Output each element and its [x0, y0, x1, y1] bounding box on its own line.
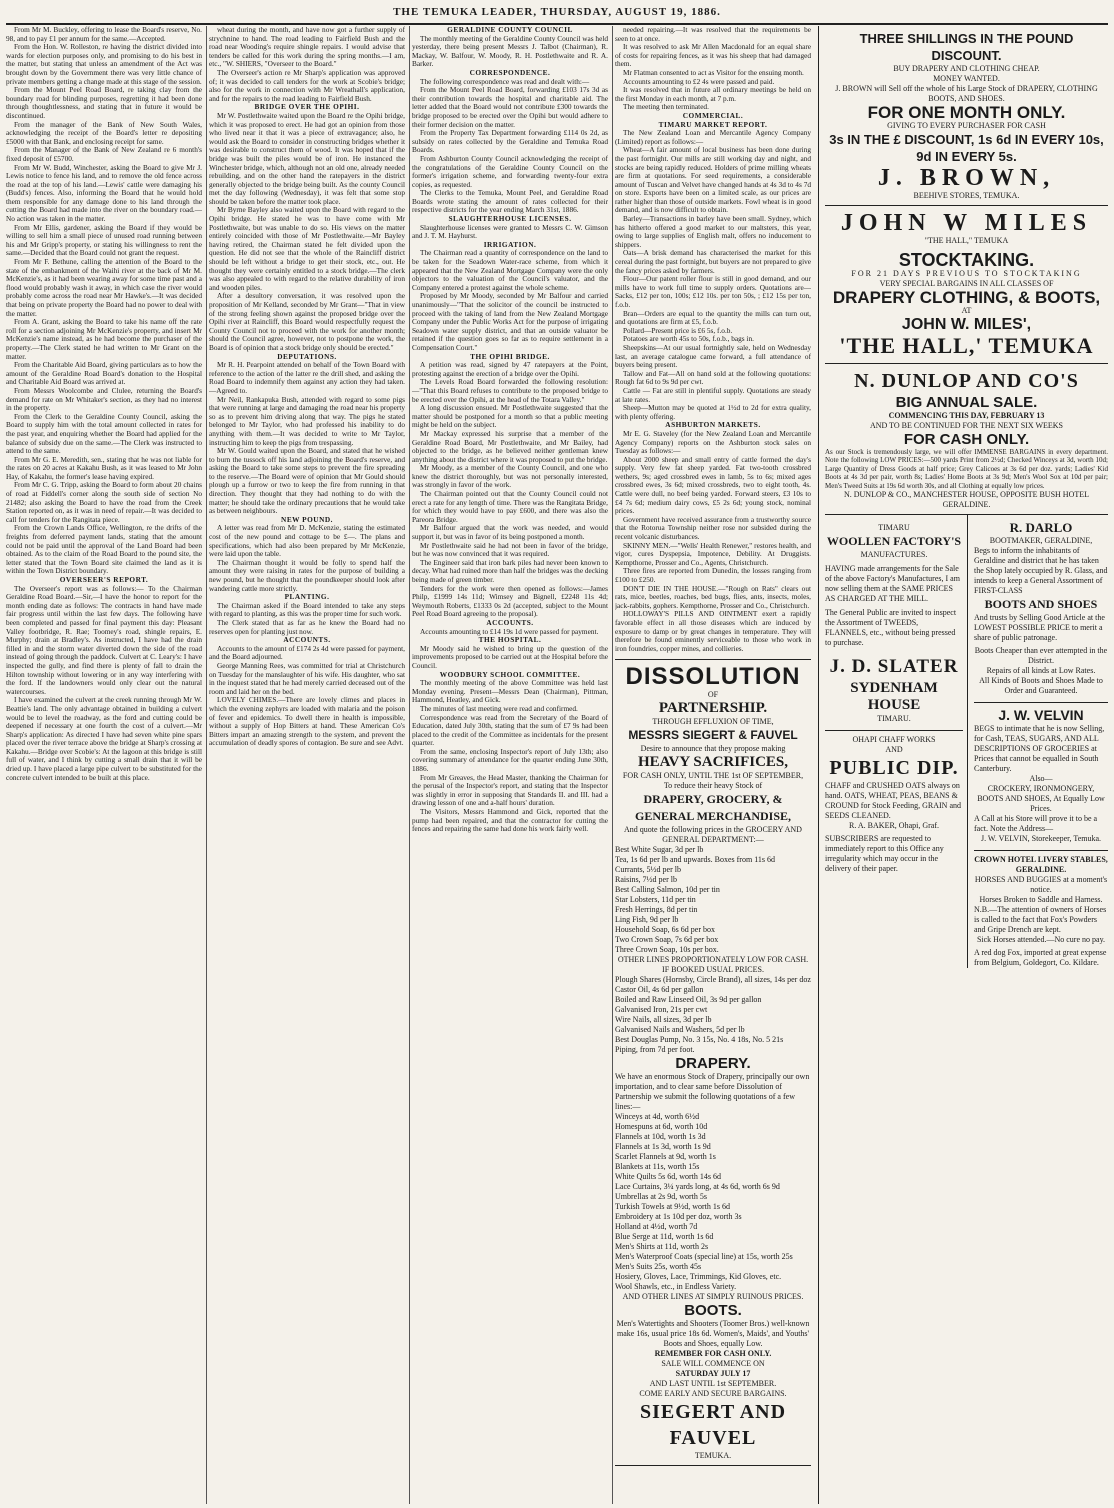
article-paragraph: The New Zealand Loan and Mercantile Agency Company (Limited) report as follows:—: [615, 128, 811, 146]
ad-text: Boots Cheaper than ever attempted in the District.: [974, 646, 1108, 666]
list-item: Plough Shares (Hornsby, Circle Brand), all sizes, 14s per doz: [615, 975, 811, 985]
ad-text: BEGS to intimate that he is now Selling, for Cash, TEAS, SUGARS, AND ALL DESCRIPTIONS OF GROCERIES at Prices that cannot be equalled in South Canterbury.: [974, 724, 1105, 774]
ad-text: N.B.—The attention of owners of Horses is called to the fact that Fox's Powders and Gripe Drench are kept.: [974, 905, 1107, 935]
article-paragraph: LOVELY CHIMES.—There are lovely climes and places in which the evening zephyrs are loaded with malaria and the poison of fever and epidemics. To dwell there in health is impossible, without a supply of Hop Bitters at hand. These American Co's Bitters impart an amazing strength to the system, and prevent the accumulation of deadly spores of contagion. Be sure and see Advt.: [209, 695, 405, 748]
section-heading: THE HOSPITAL.: [478, 635, 542, 645]
brown-name: J. BROWN,: [877, 165, 1056, 191]
list-item: Wire Nails, all sizes, 3d per lb: [615, 1015, 712, 1025]
article-paragraph: From Mr M. Buckley, offering to lease the Board's reserve, No. 98, and to pay £1 per annum for the same.—Accepted.: [6, 26, 202, 43]
article-paragraph: From the manager of the Bank of New South Wales, acknowledging the receipt of the Board's letter re depositing £5000 with that Bank, and enclosing receipt for same.: [6, 119, 202, 146]
section-heading: IRRIGATION.: [483, 239, 537, 249]
ad-text: HORSES AND BUGGIES at a moment's notice.: [974, 875, 1108, 895]
ad-text: TIMARU: [878, 523, 910, 533]
ad-text: OTHER LINES PROPORTIONATELY LOW FOR CASH.: [617, 955, 809, 965]
ad-heading: HEAVY SACRIFICES,: [637, 754, 789, 771]
list-item: Umbrellas at 2s 9d, worth 5s: [615, 1192, 707, 1202]
article-paragraph: The Chairman asked if the Board intended to take any steps with regard to planting, as this was the proper time for such work.: [209, 600, 405, 619]
list-item: Galvanised Nails and Washers, 5d per lb: [615, 1025, 745, 1035]
list-item: Men's Waterproof Coats (special line) at 15s, worth 25s: [615, 1252, 793, 1262]
ad-heading: COMMENCING THIS DAY, FEBRUARY 13: [888, 411, 1045, 420]
article-paragraph: Pollard—Present price is £6 5s, f.o.b.: [623, 325, 733, 335]
section-heading: WOODBURY SCHOOL COMMITTEE.: [439, 669, 581, 679]
article-paragraph: Mr Balfour argued that the work was needed, and would support it, but was in favor of its being postponed a month.: [412, 523, 608, 542]
article-paragraph: SKINNY MEN.—"Wells' Health Renewer," restores health, and vigor, cures Dyspepsia, Impotence, Debility. At Druggists. Kempthorne, Prosser and Co., Agents, Christchurch.: [615, 540, 811, 567]
article-paragraph: Sheep—Mutton may be quoted at 1½d to 2d for extra quality, with plenty offering.: [615, 403, 811, 421]
article-paragraph: About 2000 sheep and small entry of cattle formed the day's supply. Very few fat sheep yarded. Fat two-tooth crossbred wethers, 9s; aged crossbred ewes in lamb, 5s to 6s; mixed ages crossbred ewes, 3s 6d; mixed crossbreds, two to eight tooth, 4s. Cattle were dull, no beef being yarded. Forward steers, £3 10s to £4 7s 6d; medium dairy cows, £5 2s 6d; young stock, nominal prices.: [615, 454, 811, 516]
article-paragraph: Mr Moody, as a member of the County Council, and one who knew the district thoroughly, but was not personally interested, was strongly in favor of the work.: [412, 463, 608, 490]
dunlop-ad: [825, 364, 1108, 515]
list-item: Piping, from 7d per foot.: [615, 1045, 695, 1055]
list-item: Flannels at 1s 3d, worth 1s 9d: [615, 1142, 711, 1152]
article-paragraph: The Overseer's action re Mr Sharp's application was approved of; it was decided to call tenders for the work at Scobie's bridge; also for the work in connection with Mr Wreathall's application, and for the repairs to the road leading to Fairfield Bush.: [209, 67, 405, 103]
list-item: Raisins, 7½d per lb: [615, 875, 677, 885]
ad-text: VERY SPECIAL BARGAINS IN ALL CLASSES OF: [879, 279, 1054, 288]
section-heading: PLANTING.: [284, 592, 330, 602]
list-item: Embroidery at 1s 10d per doz, worth 3s: [615, 1212, 742, 1222]
article-paragraph: The Clerk stated that as far as he knew the Board had no reserves open for planting just now.: [209, 617, 405, 636]
ad-text: COME EARLY AND SECURE BARGAINS.: [639, 1389, 787, 1399]
drapery-list: [615, 1112, 811, 1292]
article-paragraph: From Mr G. E. Meredith, sen., stating that he was not liable for the rates on 20 acres at Kakahu Bush, as it was leased to Mr John Hay, of Kakahu, the former's lease having expired.: [6, 454, 202, 481]
list-item: Galvanised Iron, 21s per cwt: [615, 1005, 708, 1015]
right-ad-stack: [974, 515, 1108, 968]
article-paragraph: From Mr F. Bethune, calling the attention of the Board to the state of the embankment of the Waihi river at the back of Mr M. McKenzie's, as it had been wearing away for some time past and a flood would probably wash it away, in which case the river would probably come across the road near Mr Hawke's.—It was decided that being on private property the Board had no power to deal with the matter.: [6, 257, 202, 318]
dunlop-name: N. DUNLOP AND CO'S: [854, 370, 1079, 392]
ad-text: TIMARU.: [877, 714, 911, 724]
article-paragraph: A long discussion ensued. Mr Postlethwaite suggested that the matter should be postponed for a month so that a public meeting might be held on the subject.: [412, 403, 608, 430]
list-item: Blankets at 11s, worth 15s: [615, 1162, 700, 1172]
ad-heading: 'THE HALL,' TEMUKA: [839, 333, 1094, 358]
article-paragraph: Mr W. Gould waited upon the Board, and stated that he wished to burn the tussock off his land adjoining the Board's reserve, and asking the Board to take some steps to prevent the fire spreading to the reserve.—The Board were of opinion that Mr Gould should plough up a furrow or two to keep the fire from running in that direction. They thought that they had nothing to do with the matter; he should take the ordinary precautions that he would take as between neighbours.: [209, 446, 405, 516]
article-paragraph: After a desultory conversation, it was resolved upon the proposition of Mr Kelland, seconded by Mr Grant—"That in view of the strong feeling shown against the proposed bridge over the Opihi river at Raincliff, this Board would respectfully request the County Council not to proceed with the work for another month; should the Council agree, however, not to postpone the work, the Board is of opinion that a stock bridge only should be erected.": [209, 291, 405, 352]
list-item: Currants, 5½d per lb: [615, 865, 681, 875]
article-paragraph: A letter was read from Mr D. McKenzie, stating the estimated cost of the new pound and cottage to be £—. The plans and specifications, which had also been prepared by Mr McKenzie, were laid upon the table.: [209, 523, 405, 559]
article-paragraph: It was resolved that in future all ordinary meetings be held on the first Monday in each month, at 7 p.m.: [615, 85, 811, 103]
ad-text: SUBSCRIBERS are requested to immediately report to this Office any irregularity which may occur in the delivery of their paper.: [825, 834, 944, 874]
article-paragraph: I have examined the culvert at the creek running through Mr W. Beattie's land. The only advantage obtained in building a culvert would be to level the roadway, as the ford and cutting could be deepened if necessary at one fourth the cost of a culvert.—Mr Sharp's application: As directed I have had seven white pine spars placed over the river terrace above the bridge at Sharp's crossing at Kakahu.—Bridge over Scobie's: At the lagoon at this bridge is still full of water, and I think by cutting a small drain that it will be dried up. I have placed a large pipe culvert to be substituted for the concrete culvert intended to be built at this place.: [6, 695, 202, 782]
ad-heading: BOOTS AND SHOES: [984, 597, 1098, 612]
article-paragraph: Mr Neil, Rankapuka Bush, attended with regard to some pigs that were running at large and damaging the road near his property so as to prevent him driving along that way. The pigs he stated belonged to Mr Taylor, who had professed his inability to do anything with them.—It was decided to write to Mr Taylor, instructing him to keep the pigs from trespassing.: [209, 394, 405, 447]
article-paragraph: From the Mount Peel Road Board, forwarding £103 17s 3d as their contribution towards the hospital and charitable aid. The letter added that the Board would not contribute £300 towards the bridge proposed to be erected over the Opihi but would adhere to their former decision on the matter.: [412, 85, 608, 129]
list-item: Men's Suits 25s, worth 45s: [615, 1262, 702, 1272]
ad-heading: SYDENHAM HOUSE: [850, 680, 938, 714]
ad-text: CROCKERY, IRONMONGERY, BOOTS AND SHOES, At Equally Low Prices.: [977, 784, 1105, 814]
list-item: Men's Shirts at 11d, worth 2s: [615, 1242, 709, 1252]
article-paragraph: wheat during the month, and have now got a further supply of strychnine to hand. The road leading to Fairfield Bush and the road near Wooding's require shingle repairs. I would advise that tenders be called for this work during the spring months.—I am, etc., "W. SHIERS, "Overseer to the Board.": [209, 26, 405, 69]
article-paragraph: The minutes of last meeting were read and confirmed.: [420, 703, 578, 713]
ad-text: GIVING TO EVERY PURCHASER FOR CASH: [887, 121, 1046, 130]
article-paragraph: Tenders for the work were then opened as follows:—James Philp, £1999 14s 11d; Wimsey and Bignell, £2248 11s 4d; Weymouth Roberts, £1333 0s 2d (accepted, subject to the Mount Peel Road Board agreeing to the proposal).: [412, 583, 608, 619]
ad-text: TEMUKA.: [694, 1451, 732, 1461]
ad-text: R. A. BAKER, Ohapi, Graf.: [849, 821, 939, 831]
column-1: [6, 26, 202, 1504]
ad-text: We have an enormous Stock of Drapery, principally our own importation, and to clear same before Dissolution of Partnership we submit the following quotations of a few lines:—: [615, 1072, 810, 1112]
list-item: Flannels at 10d, worth 1s 3d: [615, 1132, 706, 1142]
article-paragraph: From Messrs Woolcombe and Clulee, returning the Board's demand for rate on Mr Whitaker's section, as they had no interest in the property.: [6, 385, 202, 413]
section-heading: THE OPIHI BRIDGE.: [470, 351, 550, 361]
article-paragraph: Oats—A brisk demand has characterised the market for this cereal during the past fortnight, but buyers are not prepared to give the fancy prices asked by farmers.: [615, 248, 811, 275]
article-paragraph: needed repairing.—It was resolved that the requirements be seen to at once.: [615, 26, 811, 43]
article-paragraph: It was resolved to ask Mr Allen Macdonald for an equal share of costs for repairing fences, as it was his sheep that had damaged them.: [615, 42, 811, 69]
section-heading: SLAUGHTERHOUSE LICENSES.: [448, 214, 572, 224]
brown-ad: [825, 26, 1108, 206]
ad-text: CHAFF and CRUSHED OATS always on hand. OATS, WHEAT, PEAS, BEANS & CROUND for Stock Feeding, GRAIN and SEEDS CLEANED.: [825, 781, 961, 821]
article-paragraph: From the Mount Peel Road Board, re taking clay from the boundary road for blinding purposes, regretting it had been done through thoughtlessness, and stating that in future it would be discontinued.: [6, 85, 202, 120]
ad-text: Also—: [1029, 774, 1053, 784]
article-paragraph: Mr Flatman consented to act as Visitor for the ensuing month.: [623, 67, 804, 77]
article-paragraph: Correspondence was read from the Secretary of the Board of Education, dated July 30th, stating that the sum of £7 9s had been placed to the credit of the Committee as incidentals for the present quarter.: [412, 712, 608, 748]
article-paragraph: From the Crown Lands Office, Wellington, re the drifts of the freights from deferred payment lands, stating that the amount could not be paid until the approval of the Land Board had been obtained. As to the claim of the Road Board to the pound site, the letter stated that the Town Board site claimed the land as it is within the Town District boundary.: [6, 523, 202, 576]
article-paragraph: Mr R. H. Pearpoint attended on behalf of the Town Board with reference to the action of the latter re the drill shed, and asking the Road Board to indemnify them against any action they had taken.—Agreed to.: [209, 360, 405, 395]
article-paragraph: The monthly meeting of the above Committee was held last Monday evening. Present—Messrs Dean (Chairman), Pittman, Hammond, Heatley, and Gick.: [412, 678, 608, 705]
ad-heading: DRAPERY CLOTHING, & BOOTS,: [832, 288, 1101, 307]
article-paragraph: The Clerks to the Temuka, Mount Peel, and Geraldine Road Boards wrote stating the amount of rates collected for their respective districts for the year ending March 31st, 1886.: [412, 188, 608, 215]
article-paragraph: Cattle — Fat are still in plentiful supply. Quotations are steady at late rates.: [615, 385, 811, 404]
section-heading: CORRESPONDENCE.: [469, 67, 551, 77]
columns: [6, 26, 1108, 1504]
ad-text: OF: [707, 690, 719, 700]
ad-text: AND: [885, 745, 903, 755]
article-paragraph: The Chairman read a quantity of correspondence on the land to be taken for the Seadown Water-race scheme, from which it appeared that the New Zealand Mortgage Company were the only objectors to the valuation of the Council's valuator, and the Company entered a protest against the whole scheme.: [412, 248, 608, 292]
ad-heading: STOCKTAKING.: [898, 250, 1035, 270]
article-paragraph: Mr Byrne Bayley also waited upon the Board with regard to the Opihi bridge. He stated he was to have come with Mr Postlethwaite, but was unable to do so. His views on the matter entirely coincided with those of Mr Postlethwaite.—Mr Bayley having retired, the Chairman stated he felt divided upon the question. He did not see that the whole of the Raincliff district should be left without a bridge to get their stock, etc., out. He thought they were certainly entitled to a stock bridge.—The clerk was also appealed to with regard to the relative durability of iron and wooden piles.: [209, 205, 405, 292]
left-ad-stack: [825, 515, 968, 968]
column-rule: [409, 26, 410, 1504]
ad-text: Horses Broken to Saddle and Harness.: [979, 895, 1103, 905]
slater-name: J. D. SLATER: [829, 656, 959, 678]
article-paragraph: Mr Postlethwaite said he had not been in favor of the bridge, but he was now convinced that it was required.: [412, 540, 608, 559]
article-paragraph: A petition was read, signed by 47 ratepayers at the Point, protesting against the erection of a bridge over the Opihi.: [412, 360, 608, 378]
ad-heading: BIG ANNUAL SALE.: [895, 394, 1038, 411]
ad-heading: 3s IN THE £ DISCOUNT, 1s 6d IN EVERY 10s, 9d IN EVERY 5s.: [829, 132, 1104, 164]
ad-heading: DRAPERY, GROCERY, & GENERAL MERCHANDISE,: [634, 792, 792, 824]
section-heading: ACCOUNTS.: [486, 617, 534, 627]
article-paragraph: From Mr W. Budd, Winchester, asking the Board to give Mr J. Lewis notice to fence his land, and to remove the old fence across the road at the top of his land.—Lewis' cattle were damaging his (Budd's) fences. Also, informing the Board that he would hold them responsible for any damage done to his land through the cutting the Board had made into the river on the boundary road.—No action was taken in the matter.: [6, 162, 202, 224]
ad-text: And trusts by Selling Good Article at the LOWEST POSSIBLE PRICE to merit a share of public patronage.: [974, 613, 1105, 643]
ad-text: N. DUNLOP & CO., MANCHESTER HOUSE, OPPOSITE BUSH HOTEL GERALDINE.: [843, 490, 1090, 510]
velvin-name: J. W. VELVIN: [974, 702, 1108, 724]
list-item: Hosiery, Gloves, Lace, Trimmings, Kid Gloves, etc.: [615, 1272, 782, 1282]
article-paragraph: From the same, enclosing Inspector's report of July 13th; also covering summary of attendance for the quarter ending June 30th, 1886.: [412, 746, 608, 774]
ad-heading: WOOLLEN FACTORY'S: [826, 534, 962, 549]
ad-text: BUY DRAPERY AND CLOTHING CHEAP.: [893, 64, 1040, 73]
article-paragraph: The Engineer said that iron bark piles had never been known to decay. What had ruined more than half the bridges was the decking being made of green timber.: [412, 557, 608, 584]
ad-text: THROUGH EFFLUXION OF TIME,: [652, 717, 774, 727]
article-paragraph: HOLLOWAY'S PILLS AND OINTMENT exert a rapidly favorable effect in all those diseases which are induced by exposure to damp or by great changes in temperature. They will therefore be found eminently serviceable to those who work in iron foundries, copper mines, and collieries.: [615, 609, 811, 653]
article-paragraph: The following correspondence was read and dealt with:—: [420, 76, 590, 86]
article-paragraph: The Chairman pointed out that the County Council could not erect a rate for any length of time. There was the Rangitata Bridge, for which they would have to pay £600, and there was also the Pareora Bridge.: [412, 489, 608, 524]
ad-text: BOOTMAKER, GERALDINE,: [989, 536, 1093, 546]
ohapi-ad: [825, 730, 963, 874]
ad-text: All Kinds of Boots and Shoes Made to Order and Guaranteed.: [979, 676, 1103, 696]
ad-text: HAVING made arrangements for the Sale of the above Factory's Manufactures, I am now selling them at the SAME PRICES AS CHARGED AT THE MILL.: [825, 564, 960, 604]
ad-text: Repairs of all kinds at Low Rates.: [986, 666, 1096, 676]
section-heading: ACCOUNTS.: [283, 635, 331, 645]
ad-text: Begs to inform the inhabitants of Geraldine and district that he has taken the Shop lately occupied by R. Glass, and intends to keep a General Assortment of FIRST-CLASS: [974, 546, 1108, 596]
list-item: White Quilts 5s 6d, worth 14s 6d: [615, 1172, 721, 1182]
ad-text: AND OTHER LINES AT SIMPLY RUINOUS PRICES.: [622, 1292, 804, 1302]
article-paragraph: From the Charitable Aid Board, giving particulars as to how the amount of the Geraldine Road Board's donation to the Hospital and Charitable Aid Board was arrived at.: [6, 360, 202, 387]
ad-text: A Call at his Store will prove it to be a fact. Note the Address—: [974, 814, 1098, 834]
miles-ad: [825, 206, 1108, 364]
price-list: [615, 845, 811, 955]
list-item: Winceys at 4d, worth 6½d: [615, 1112, 700, 1122]
ad-text: A red dog Fox, imported at great expense from Belgium, Goldegort, Co. Kildare.: [974, 948, 1107, 968]
partnership-heading: PARTNERSHIP.: [658, 700, 768, 717]
darlo-name: R. DARLO: [1009, 520, 1073, 536]
column-2: [209, 26, 405, 1504]
list-item: Best Calling Salmon, 10d per tin: [615, 885, 720, 895]
ad-text: "THE HALL," TEMUKA: [924, 236, 1009, 245]
article-paragraph: Mr W. Postlethwaite waited upon the Board re the Opihi bridge, which it was proposed to erect. He had got an opinion from those who lived near it that it was a piece of extravagance; also, he would ask the Board to consider in constructing bridges whether it was desirable to construct them of wood. It was hoped that if the bridge was built the piles would be of iron. He instanced the Winchester bridge, which, although not an old one, already needed rebuilding, and on the other hand the ratepayers in the district generally objected to the bridge being built. As the county Council met the day following (Wednesday), it was felt that some stop should be taken before the matter took place.: [209, 110, 405, 206]
ad-text: AT: [961, 306, 972, 315]
drapery-heading: DRAPERY.: [675, 1055, 751, 1073]
article-paragraph: George Manning Rees, was committed for trial at Christchurch on Tuesday for the manslaughter of his wife. His daughter, who sat in the inquest stated that he had merely carried deceased out of the room and laid her on the bed.: [209, 660, 405, 696]
ad-text: OHAPI CHAFF WORKS: [852, 735, 936, 745]
article-paragraph: The meeting then terminated.: [623, 102, 709, 112]
list-item: Star Lobsters, 11d per tin: [615, 895, 696, 905]
ad-text: MONEY WANTED.: [933, 74, 1000, 83]
section-heading: NEW POUND.: [281, 514, 333, 524]
ad-text: BEEHIVE STORES, TEMUKA.: [913, 191, 1020, 200]
list-item: Turkish Towels at 9½d, worth 1s 6d: [615, 1202, 731, 1212]
ad-text: MANUFACTURES.: [860, 550, 928, 560]
masthead: THE TEMUKA LEADER, THURSDAY, AUGUST 19, 1886.: [6, 6, 1108, 25]
article-paragraph: Mr E. G. Staveley (for the New Zealand Loan and Mercantile Agency Company) reports on the Ashburton stock sales on Tuesday as follows:—: [615, 428, 811, 456]
ad-heading: FOR ONE MONTH ONLY.: [867, 103, 1066, 122]
list-item: Ling Fish, 9d per lb: [615, 915, 679, 925]
ad-heading: THREE SHILLINGS IN THE POUND DISCOUNT.: [859, 31, 1074, 63]
ad-text: To reduce their heavy Stock of: [663, 781, 763, 791]
ad-text: SALE WILL COMMENCE ON: [661, 1359, 765, 1369]
column-5: [818, 26, 1108, 1504]
section-heading: DEPUTATIONS.: [277, 351, 337, 361]
article-paragraph: Mr Mackay expressed his surprise that a member of the Geraldine Road Board, Mr Postlethwaite, and Mr Bailey, had objected to the bridge, as he believed neither gentleman knew anything about the district where it was proposed to put the bridge.: [412, 428, 608, 464]
ad-text: And quote the following prices in the GROCERY AND GENERAL DEPARTMENT:—: [624, 825, 802, 845]
list-item: Homespuns at 6d, worth 10d: [615, 1122, 708, 1132]
section-heading: OVERSEER'S REPORT.: [59, 575, 149, 584]
ad-heading: PUBLIC DIP.: [829, 757, 959, 780]
article-paragraph: The Overseer's report was as follows:— To the Chairman Geraldine Road Board.—Sir,—I have the honor to report for the month ending date as follows: The contracts in hand have made fair progress until within the last few days. The following have been completed and passed for final payment this day: Pleasant Valley footbridge, R. Rae; Toomey's road, shingle repairs, E. Murphy; drain at Bradley's. As instructed, I have had the drain filled in and the storm water diverted down the side of the road instead of going through the paddock. Culvert at C. Leary's: I have inspected the gully, and find there is plenty of fall to drain the Hilton township without lowering or in any way interfering with the ford. If the landowners would only clear out the natural watercourses.: [6, 583, 202, 696]
list-item: Boiled and Raw Linseed Oil, 3s 9d per gallon: [615, 995, 762, 1005]
article-paragraph: Three fires are reported from Dunedin, the losses ranging from £100 to £250.: [615, 566, 811, 584]
article-paragraph: From the Property Tax Department forwarding £114 0s 2d, as subsidy on rates collected by the Geraldine and Temuka Road Boards.: [412, 128, 608, 155]
article-paragraph: Bran—Orders are equal to the quantity the mills can turn out, and quotations are firm at £5, f.o.b.: [615, 308, 811, 327]
article-paragraph: Accounts amounting to £2 4s were passed and paid.: [623, 76, 775, 86]
article-paragraph: Slaughterhouse licenses were granted to Messrs C. W. Gimson and J. T. M. Hayhurst.: [412, 222, 608, 241]
article-paragraph: From the Hon. W. Rolleston, re having the district divided into wards for election purposes only, and promising to do his best in the matter, but stating that unless an amendment of the Act was brought down by the Government there was very little chance of private members getting a change made at this stage of the session.: [6, 42, 202, 86]
section-heading: TIMARU MARKET REPORT.: [658, 119, 768, 129]
list-item: Three Crown Soap, 10s per box.: [615, 945, 719, 955]
ad-heading: CROWN HOTEL LIVERY STABLES, GERALDINE.: [974, 850, 1108, 875]
article-paragraph: From the Clerk to the Geraldine County Council, asking the Board to supply him with the total amount collected in rates for the past year, and enquiring whether the Board had applied for the balance of subsidy due on the same.—The Clerk was instructed to attend to the same.: [6, 411, 202, 456]
column-rule: [612, 26, 613, 1504]
column-3: [412, 26, 608, 1504]
section-heading: COMMERCIAL.: [682, 110, 744, 120]
article-paragraph: Government have received assurance from a trustworthy source that the Rotorua Township neither rose nor subsided during the recent volcanic disturbances.: [615, 514, 811, 542]
article-paragraph: Proposed by Mr Moody, seconded by Mr Balfour and carried unanimously—"That the solicitor of the council be instructed to proceed with the taking of land from the New Zealand Mortgage Company under the Public Works Act for the purpose of irrigating Seadown water supply district, and that an outside valuator be retained if the question goes so far as to require settlement in a Compensation Court.": [412, 291, 608, 352]
list-item: Tea, 1s 6d per lb and upwards. Boxes from 11s 6d: [615, 855, 776, 865]
list-item: Wool Shawls, etc., in Endless Variety.: [615, 1282, 737, 1292]
list-item: Best White Sugar, 3d per lb: [615, 845, 704, 855]
article-paragraph: The Chairman thought it would be folly to spend half the amount they were raising in rates for the purpose of building a new pound, but he thought that the poundkeeper should look after wandering cattle more strictly.: [209, 557, 405, 593]
list-item: Household Soap, 6s 6d per box: [615, 925, 715, 935]
article-paragraph: Wheat—A fair amount of local business has been done during the past fortnight. Our mills are still working day and night, and stocks are being rapidly reduced. Holders of prime milling wheats are firm at quotations. For seed requirements, a considerable amount of Tuscan and Velvet have changed hands at 4s 3d to 4s 7d on store. Exports have been on a limited scale, as our prices are rather higher than those of outside markets. Fowl wheat is in good demand, and is now difficult to obtain.: [615, 145, 811, 215]
article-paragraph: The Levels Road Board forwarded the following resolution:—"That this Board refuses to contribute to the proposed bridge to be erected over the Opihi, at the head of the Totara Valley.": [412, 377, 608, 404]
ad-text: AND LAST UNTIL 1st SEPTEMBER.: [649, 1379, 777, 1389]
article-paragraph: Accounts amounting to £14 19s 1d were passed for payment.: [420, 626, 599, 636]
article-paragraph: Sheepskins—At our usual fortnightly sale, held on Wednesday last, an average catalogue came forward, a full attendance of buyers being present.: [615, 342, 811, 370]
article-paragraph: The monthly meeting of the Geraldine County Council was held yesterday, there being present Messrs J. Talbot (Chairman), R. Mackay, W. Balfour, W. Moody, R. H. Postlethwaite and R. A. Barker.: [412, 33, 608, 69]
ad-text: FOR 21 DAYS PREVIOUS TO STOCKTAKING: [851, 269, 1082, 278]
article-paragraph: The Visitors, Messrs Hammond and Gick, reported that the pump had been repaired, and that the contractor for cutting the fences and repairing the same had done his work fairly well.: [412, 807, 608, 834]
ad-text: As our Stock is tremendously large, we will offer IMMENSE BARGAINS in every department. Note the following LOW PRICES:—500 yards Print from 2½d; Checked Winceys at 3d, worth 10d; Large Quantity of Dress Goods at half price; Grey Calicoes at 3s 6d per doz. yards; Ladies' Kid Boots at 4s 3d per pair, worth 8s; Ladies' Home Boots at 3s 9d; Men's Wool Sox at 10d per pair; Men's Tweed Suits at 19s 6d worth 30s, and all Clothing at equally low prices.: [825, 448, 1108, 490]
column-4: [615, 26, 811, 1504]
ad-text: AND TO BE CONTINUED FOR THE NEXT SIX WEEKS: [869, 421, 1064, 430]
article-paragraph: Flour—Our patent roller flour is still in good demand, and our mills have to work full time to supply orders. Quotations are—Sacks, £12 per ton, 100s; £12 10s. per ton 50s, ; £12 15s per ton, f.o.b.: [615, 274, 811, 309]
ad-heading: FOR CASH ONLY.: [903, 431, 1030, 448]
hardware-list: [615, 975, 811, 1055]
article-paragraph: From the Manager of the Bank of New Zealand re 6 month's fixed deposit of £5700.: [6, 145, 202, 163]
list-item: Fresh Herrings, 8d per tin: [615, 905, 698, 915]
siegert-fauvel-ad: [615, 659, 811, 1466]
ad-heading: JOHN W. MILES',: [901, 316, 1032, 333]
section-heading: GERALDINE COUNTY COUNCIL: [447, 26, 573, 34]
article-paragraph: From Mr C. G. Tripp, asking the Board to form about 20 chains of road at Fiddell's corner along the south side of section No 21482; also asking the Board to have the road from the Creek Station reported on, as it was in need of repair.—It was decided to call for tenders for the Rangitata piece.: [6, 480, 202, 524]
list-item: Blue Serge at 11d, worth 1s 6d: [615, 1232, 714, 1242]
article-paragraph: Potatoes are worth 45s to 50s, f.o.b., bags in.: [623, 334, 754, 344]
article-paragraph: Accounts to the amount of £174 2s 4d were passed for payment, and the Board adjourned.: [209, 643, 405, 662]
ad-text: Sick Horses attended.—No cure no pay.: [976, 935, 1106, 945]
list-item: Best Douglas Pump, No. 3 15s, No. 4 18s, No. 5 21s: [615, 1035, 784, 1045]
siegert-fauvel-name: SIEGERT AND FAUVEL: [639, 1401, 787, 1450]
article-paragraph: Mr Moody said he wished to bring up the question of the improvements proposed to be carried out at the Hospital before the Council.: [412, 643, 608, 670]
article-paragraph: From Mr Ellis, gardener, asking the Board if they would be willing to sell him a small piece of unused road running between his and Mr Gripp's property, or stating his willingness to rent the same.—Decided that the Board could not grant the request.: [6, 222, 202, 258]
boots-heading: BOOTS.: [684, 1302, 742, 1320]
ad-heading: REMEMBER FOR CASH ONLY.: [654, 1349, 772, 1359]
list-item: Scarlet Flannels at 9d, worth 1s: [615, 1152, 716, 1162]
ad-text: Desire to announce that they propose making: [640, 744, 786, 754]
ad-text: IF BOOKED USUAL PRICES.: [662, 965, 764, 975]
section-heading: ASHBURTON MARKETS.: [665, 420, 761, 430]
column-rule: [206, 26, 207, 1504]
miles-name: JOHN W MILES: [840, 210, 1093, 236]
list-item: Lace Curtains, 3¼ yards long, at 4s 6d, worth 6s 9d: [615, 1182, 780, 1192]
article-paragraph: Tallow and Fat—All on hand sold at the following quotations: Rough fat 6d to 9s 9d per cwt.: [615, 368, 811, 387]
ad-heading: SATURDAY JULY 17: [675, 1369, 751, 1379]
article-paragraph: From A. Grant, asking the Board to take his name off the rate roll for a section adjoining Mr McKenzie's property, and insert Mr McKenzie's name instead, as he had become the purchaser of the property.—The Clerk stated he had written to Mr Grant on the matter.: [6, 317, 202, 361]
ad-text: The General Public are invited to inspect the Assortment of TWEEDS, FLANNELS, etc., without being pressed to purchase.: [825, 608, 957, 648]
article-paragraph: Barley—Transactions in barley have been small. Sydney, which has hitherto offered a good market to our maltsters, this year, owing to large supplies of English malt, offers no inducement to shippers.: [615, 214, 811, 249]
ad-heading: MESSRS SIEGERT & FAUVEL: [628, 728, 798, 743]
list-item: Castor Oil, 4s 6d per gallon: [615, 985, 704, 995]
ad-text: J. BROWN will Sell off the whole of his Large Stock of DRAPERY, CLOTHING BOOTS, AND SHOES.: [835, 84, 1098, 103]
dissolution-heading: DISSOLUTION: [625, 663, 801, 691]
article-paragraph: From Mr Greaves, the Head Master, thanking the Chairman for the perusal of the Inspector's report, and stating that the Inspector was slightly in error in supposing that Standards II. and III. had a drawing lesson of one and a-half hours' duration.: [412, 772, 608, 808]
ad-text: Men's Watertights and Shooters (Toomer Bros.) well-known make 16s, usual price 18s 6d. Women's, Maids', and Youths' Boots and Shoes, equally Low.: [616, 1319, 810, 1349]
article-paragraph: DON'T DIE IN THE HOUSE.—"Rough on Rats" clears out rats, mice, beetles, roaches, bed bugs, flies, ants, insects, moles, jack-rabbits, gophers. Kempthorne, Prosser and Co., Christchurch.: [615, 583, 811, 610]
list-item: Two Crown Soap, 7s 6d per box: [615, 935, 719, 945]
ad-text: J. W. VELVIN, Storekeeper, Temuka.: [980, 834, 1102, 844]
ad-text: FOR CASH ONLY, UNTIL THE 1st OF SEPTEMBER,: [622, 771, 804, 781]
section-heading: BRIDGE OVER THE OPIHI.: [254, 102, 360, 112]
article-paragraph: From Ashburton County Council acknowledging the receipt of the congratulations of the Geraldine County Council on the former's irrigation scheme, and forwarding twenty-four extra copies, as requested.: [412, 153, 608, 189]
split-ads: [825, 515, 1108, 968]
list-item: Holland at 4½d, worth 7d: [615, 1222, 698, 1232]
